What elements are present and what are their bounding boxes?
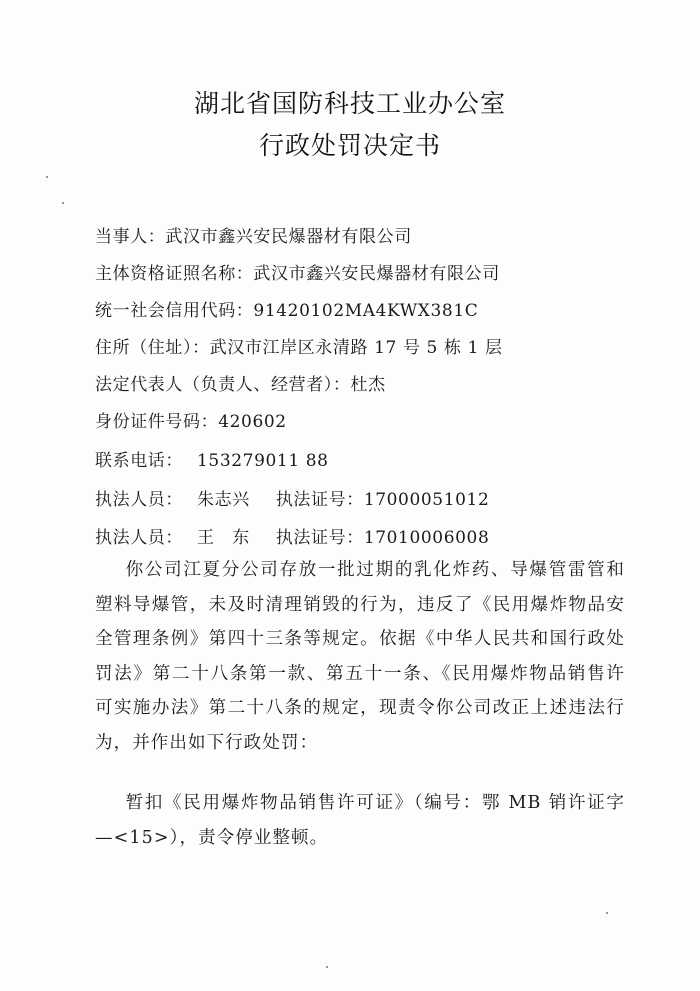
scan-speck: [62, 202, 64, 204]
officer-name: 王 东: [197, 528, 250, 548]
legal-rep-value: 杜杰: [350, 375, 386, 395]
scan-speck: [326, 966, 328, 968]
id-number-value: 420602: [218, 412, 287, 432]
id-number-label: 身份证件号码：: [95, 412, 219, 432]
officer-label: 执法人员：: [95, 528, 183, 548]
scan-speck: [606, 912, 608, 914]
scan-speck: [46, 176, 48, 178]
party-field: [95, 222, 412, 247]
officer-label: 执法人员：: [95, 490, 183, 510]
officer-cert-label: 执法证号：: [275, 490, 364, 510]
address-value: 武汉市江岸区永清路 17 号 5 栋 1 层: [209, 338, 503, 358]
officer-row: [95, 523, 489, 548]
officer-name: 朱志兴: [197, 490, 250, 510]
phone-value: 153279011 88: [197, 451, 329, 471]
party-value: 武汉市鑫兴安民爆器材有限公司: [165, 227, 412, 247]
officer-cert-label: 执法证号：: [275, 528, 364, 548]
license-name-value: 武汉市鑫兴安民爆器材有限公司: [253, 264, 500, 284]
violation-paragraph: [95, 553, 625, 760]
officer-cert-number: 17010006008: [363, 528, 490, 548]
address-field: [95, 333, 503, 358]
legal-rep-label: 法定代表人（负责人、经营者）：: [95, 375, 351, 395]
credit-code-label: 统一社会信用代码：: [95, 301, 254, 321]
license-name-field: [95, 259, 500, 284]
document-title-agency: 湖北省国防科技工业办公室: [193, 89, 506, 118]
officer-cert-number: 17000051012: [363, 490, 490, 510]
phone-label: 联系电话：: [95, 451, 183, 471]
id-number-field: [95, 407, 287, 432]
penalty-text: 暂扣《民用爆炸物品销售许可证》（编号：鄂 MB 销许证字—<15>），责令停业整顿。: [95, 793, 625, 848]
credit-code-field: [95, 296, 478, 321]
address-label: 住所（住址）：: [95, 338, 210, 358]
party-label: 当事人：: [95, 227, 166, 247]
officer-row: [95, 485, 489, 510]
credit-code-value: 91420102MA4KWX381C: [253, 301, 479, 321]
penalty-paragraph: [95, 786, 625, 855]
license-name-label: 主体资格证照名称：: [95, 264, 254, 284]
phone-field: [95, 446, 329, 471]
legal-rep-field: [95, 370, 386, 395]
document-title-type: 行政处罚决定书: [258, 131, 441, 160]
violation-text: 你公司江夏分公司存放一批过期的乳化炸药、导爆管雷管和塑料导爆管，未及时清理销毁的行为，违反了《民用爆炸物品安全管理条例》第四十三条等规定。依据《中华人民共和国行政处罚法》第二十八条第一款、第五十一条、《民用爆炸物品销售许可实施办法》第二十八条的规定，现责令你公司改正上述违法行为，并作出如下行政处罚：: [95, 560, 625, 753]
